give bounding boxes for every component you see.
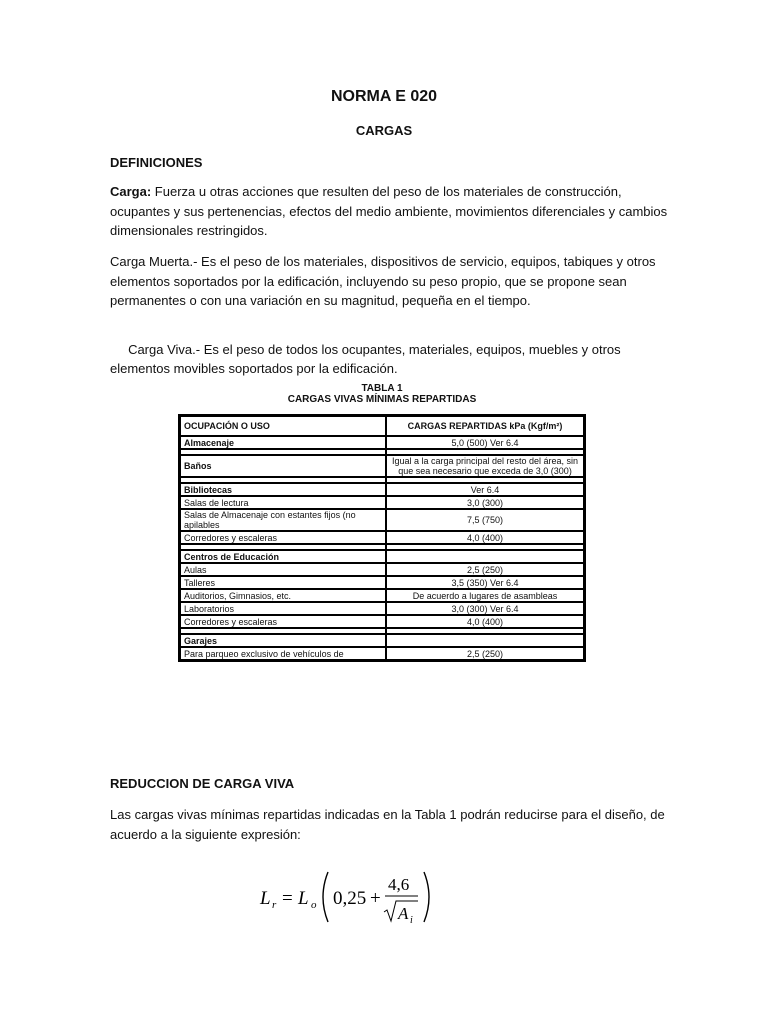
table-cell-ocupacion: Para parqueo exclusivo de vehículos de bbox=[180, 647, 386, 660]
table-row bbox=[180, 647, 584, 660]
table-cell-carga bbox=[386, 550, 584, 563]
document-title: NORMA E 020 bbox=[330, 88, 438, 105]
table-cell-carga bbox=[386, 634, 584, 647]
table-header-row bbox=[180, 416, 584, 436]
table-category-row bbox=[180, 436, 584, 449]
paragraph-carga-viva-text: Carga Viva.- Es el peso de todos los ocupantes, materiales, equipos, muebles y otros elementos movibles soportados por la edificación. bbox=[110, 341, 625, 376]
table-row bbox=[180, 563, 584, 576]
table-category-row bbox=[180, 455, 584, 477]
paragraph-carga-text: Carga: Fuerza u otras acciones que resulten del peso de los materiales de construcción, ocupantes y sus pertenencias, efectos del medio ambiente, movimientos diferenciales y cambios dimensionales restringidos. bbox=[110, 184, 668, 238]
formula-right-paren bbox=[424, 872, 429, 922]
table-cell-carga: De acuerdo a lugares de asambleas bbox=[386, 589, 584, 602]
reduction-text: Las cargas vivas mínimas repartidas indicadas en la Tabla 1 podrán reducirse para el diseño, de acuerdo a la siguiente expresión: bbox=[110, 807, 665, 842]
formula-left-paren bbox=[323, 872, 328, 922]
table-cell-ocupacion: Corredores y escaleras bbox=[180, 615, 386, 628]
table-cell-carga: Ver 6.4 bbox=[386, 483, 584, 496]
table-cell-ocupacion: Aulas bbox=[180, 563, 386, 576]
formula-rhs-sub: o bbox=[311, 899, 317, 911]
table-cell-carga: 3,5 (350) Ver 6.4 bbox=[386, 576, 584, 589]
table-caption bbox=[178, 383, 586, 405]
table-cell-carga: 2,5 (250) bbox=[386, 647, 584, 660]
paragraph-carga bbox=[110, 182, 670, 241]
table-body bbox=[180, 436, 584, 660]
table-row bbox=[180, 602, 584, 615]
formula-lhs: L bbox=[260, 888, 271, 909]
table-cell-ocupacion: Salas de Almacenaje con estantes fijos (no apilables bbox=[180, 509, 386, 531]
definitions-heading: DEFINICIONES bbox=[110, 155, 203, 170]
table-row bbox=[180, 509, 584, 531]
table-cell-ocupacion: Salas de lectura bbox=[180, 496, 386, 509]
table-cell-ocupacion: Bibliotecas bbox=[180, 483, 386, 496]
formula-radicand: A bbox=[398, 904, 409, 923]
table-cell-ocupacion: Auditorios, Gimnasios, etc. bbox=[180, 589, 386, 602]
table-cell-ocupacion: Garajes bbox=[180, 634, 386, 647]
table-cell-carga: 3,0 (300) bbox=[386, 496, 584, 509]
table-category-row bbox=[180, 550, 584, 563]
table-cell-ocupacion: Baños bbox=[180, 455, 386, 477]
table-row bbox=[180, 589, 584, 602]
formula-constant: 0,25 bbox=[333, 888, 367, 909]
loads-table bbox=[178, 414, 586, 662]
table-category-row bbox=[180, 634, 584, 647]
table-cell-ocupacion: Laboratorios bbox=[180, 602, 386, 615]
table-cell-carga: 2,5 (250) bbox=[386, 563, 584, 576]
table-cell-carga: Igual a la carga principal del resto del área, sin que sea necesario que exceda de 3,0 (300) bbox=[386, 455, 584, 477]
table-subtitle: CARGAS VIVAS MÍNIMAS REPARTIDAS bbox=[287, 394, 477, 405]
reduction-formula bbox=[258, 866, 438, 928]
formula-equals: = bbox=[282, 888, 293, 909]
table-row bbox=[180, 531, 584, 544]
reduction-paragraph bbox=[110, 805, 670, 845]
formula-radicand-sub: i bbox=[410, 915, 413, 926]
table-header-ocupacion: OCUPACIÓN O USO bbox=[180, 416, 386, 436]
table-cell-carga: 5,0 (500) Ver 6.4 bbox=[386, 436, 584, 449]
table-cell-ocupacion: Centros de Educación bbox=[180, 550, 386, 563]
paragraph-carga-muerta-text: Carga Muerta.- Es el peso de los materiales, dispositivos de servicio, equipos, tabiques y otros elementos soportados por la edificación, incluyendo su peso propio, que se propone sean permanentes o con una variación en su magnitud, pequeña en el tiempo. bbox=[110, 254, 656, 308]
table-cell-carga: 3,0 (300) Ver 6.4 bbox=[386, 602, 584, 615]
reduction-heading: REDUCCION DE CARGA VIVA bbox=[110, 776, 295, 791]
table-row bbox=[180, 496, 584, 509]
formula-plus: + bbox=[370, 888, 381, 909]
table-cell-ocupacion: Talleres bbox=[180, 576, 386, 589]
table-title: TABLA 1 bbox=[361, 383, 403, 394]
table-cell-carga: 7,5 (750) bbox=[386, 509, 584, 531]
table-header-cargas: CARGAS REPARTIDAS kPa (Kgf/m²) bbox=[386, 416, 584, 436]
table-row bbox=[180, 615, 584, 628]
table-cell-carga: 4,0 (400) bbox=[386, 531, 584, 544]
table-cell-ocupacion: Almacenaje bbox=[180, 436, 386, 449]
table-cell-carga: 4,0 (400) bbox=[386, 615, 584, 628]
table-cell-ocupacion: Corredores y escaleras bbox=[180, 531, 386, 544]
formula-numerator: 4,6 bbox=[388, 875, 410, 894]
formula-rhs: L bbox=[298, 888, 309, 909]
document-subtitle: CARGAS bbox=[355, 123, 413, 138]
table-row bbox=[180, 576, 584, 589]
table-category-row bbox=[180, 483, 584, 496]
paragraph-carga-muerta bbox=[110, 252, 670, 311]
formula-lhs-sub: r bbox=[272, 899, 277, 911]
